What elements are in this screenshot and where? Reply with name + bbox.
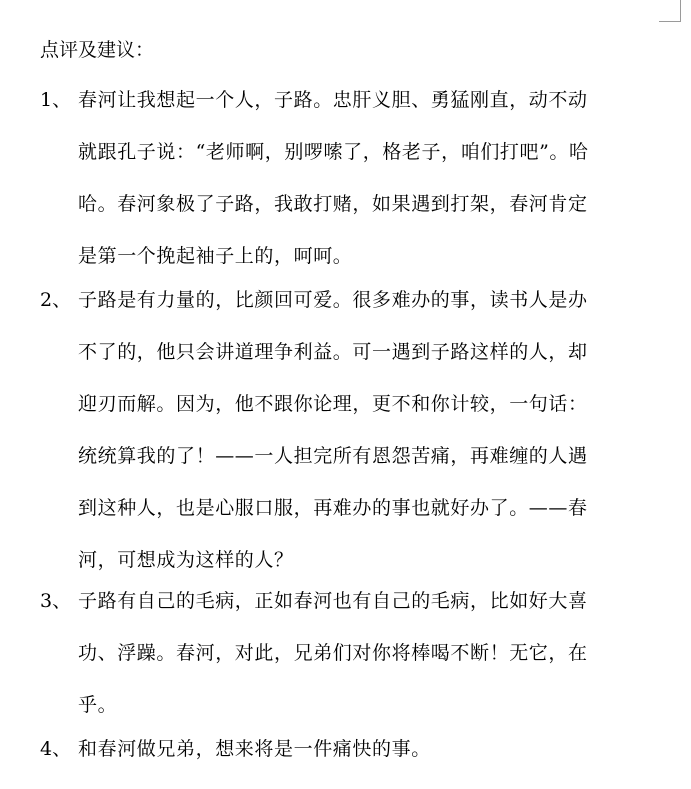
text-line: 就跟孔子说：“老师啊，别啰嗦了，格老子，咱们打吧”。哈 (78, 141, 589, 163)
list-item-number: 4、 (40, 738, 72, 760)
text-line: 不了的，他只会讲道理争利益。可一遇到子路这样的人，却 (78, 341, 588, 363)
text-line: 子路有自己的毛病，正如春河也有自己的毛病，比如好大喜 (78, 590, 588, 612)
text-line: 乎。 (78, 694, 118, 716)
text-line: 春河让我想起一个人，子路。忠肝义胆、勇猛刚直，动不动 (78, 89, 588, 111)
list-item-text (78, 723, 658, 775)
text-line: 河，可想成为这样的人？ (78, 549, 294, 571)
list-item-number: 1、 (40, 89, 72, 111)
text-line: 哈。春河象极了子路，我敢打赌，如果遇到打架，春河肯定 (78, 193, 588, 215)
text-line: 到这种人，也是心服口服，再难办的事也就好办了。——春 (78, 497, 588, 519)
list-item-text (78, 274, 658, 586)
text-line: 迎刃而解。因为，他不跟你论理，更不和你计较，一句话： (78, 393, 588, 415)
list-item-text (78, 575, 658, 731)
list-item-text (78, 74, 658, 282)
text-line: 子路是有力量的，比颜回可爱。很多难办的事，读书人是办 (78, 289, 588, 311)
text-line: 是第一个挽起袖子上的，呵呵。 (78, 245, 353, 267)
list-item-number: 2、 (40, 289, 72, 311)
page-corner-mark (659, 0, 681, 22)
section-heading: 点评及建议： (40, 39, 155, 61)
text-line: 统统算我的了！——一人担完所有恩怨苦痛，再难缠的人遇 (78, 445, 588, 467)
text-line: 功、浮躁。春河，对此，兄弟们对你将棒喝不断！无它，在 (78, 642, 588, 664)
list-item-number: 3、 (40, 590, 72, 612)
text-line: 和春河做兄弟，想来将是一件痛快的事。 (78, 738, 431, 760)
